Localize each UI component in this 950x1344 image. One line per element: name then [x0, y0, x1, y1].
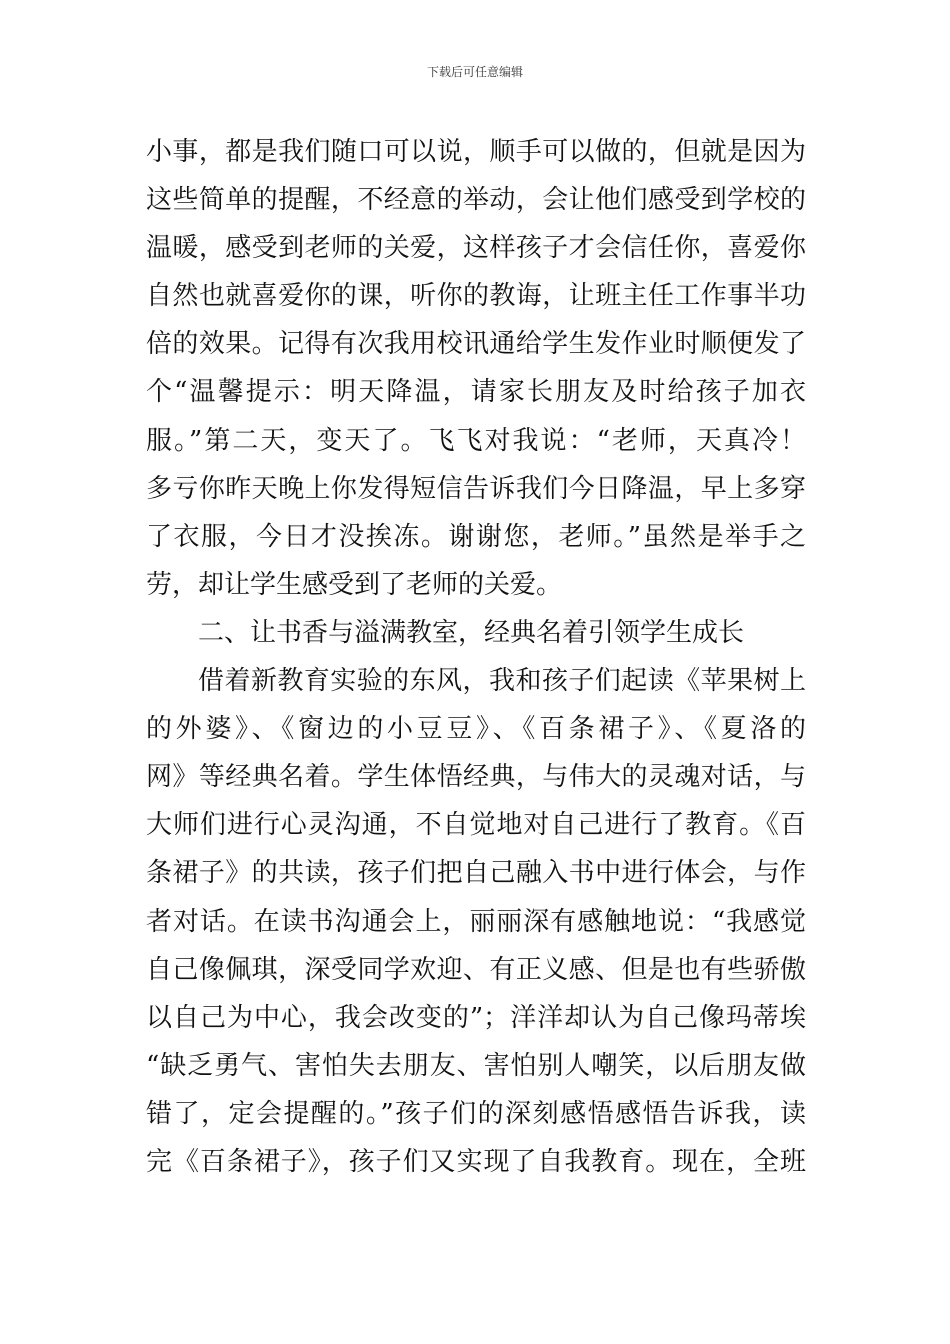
text-line: 以自己为中心，我会改变的”；洋洋却认为自己像玛蒂埃	[146, 1002, 806, 1033]
text-line: 自己像佩琪，深受同学欢迎、有正义感、但是也有些骄傲	[146, 954, 806, 985]
page-header: 下载后可任意编辑	[426, 65, 523, 79]
text-line: 多亏你昨天晚上你发得短信告诉我们今日降温，早上多穿	[146, 473, 806, 504]
text-line: 大师们进行心灵沟通，不自觉地对自己进行了教育。《百	[146, 810, 806, 841]
text-line: 个“温馨提示：明天降温，请家长朋友及时给孩子加衣	[146, 377, 806, 408]
text-line: 这些简单的提醒，不经意的举动，会让他们感受到学校的	[146, 185, 806, 216]
text-line: 倍的效果。记得有次我用校讯通给学生发作业时顺便发了	[146, 329, 806, 360]
text-line: 服。”第二天，变天了。飞飞对我说：“老师，天真冷！	[146, 425, 806, 456]
text-line: “缺乏勇气、害怕失去朋友、害怕别人嘲笑，以后朋友做	[146, 1050, 806, 1081]
document-body	[146, 128, 806, 1186]
section-heading: 二、让书香与溢满教室，经典名着引领学生成长	[198, 617, 745, 648]
text-line: 劳，却让学生感受到了老师的关爱。	[146, 569, 563, 600]
text-line: 完《百条裙子》，孩子们又实现了自我教育。现在，全班	[146, 1146, 806, 1177]
text-line: 者对话。在读书沟通会上，丽丽深有感触地说：“我感觉	[146, 906, 806, 937]
text-line: 借着新教育实验的东风，我和孩子们起读《苹果树上	[198, 666, 806, 697]
text-line: 错了，定会提醒的。”孩子们的深刻感悟感悟告诉我，读	[146, 1098, 806, 1129]
text-line: 自然也就喜爱你的课，听你的教诲，让班主任工作事半功	[146, 281, 806, 312]
text-line: 网》等经典名着。学生体悟经典，与伟大的灵魂对话，与	[146, 762, 806, 793]
text-line: 的外婆》、《窗边的小豆豆》、《百条裙子》、《夏洛的	[146, 714, 806, 745]
text-line: 条裙子》的共读，孩子们把自己融入书中进行体会，与作	[146, 858, 806, 889]
text-line: 温暖，感受到老师的关爱，这样孩子才会信任你，喜爱你	[146, 233, 806, 264]
text-line: 了衣服，今日才没挨冻。谢谢您，老师。”虽然是举手之	[146, 521, 806, 552]
text-line: 小事，都是我们随口可以说，顺手可以做的，但就是因为	[146, 137, 806, 167]
